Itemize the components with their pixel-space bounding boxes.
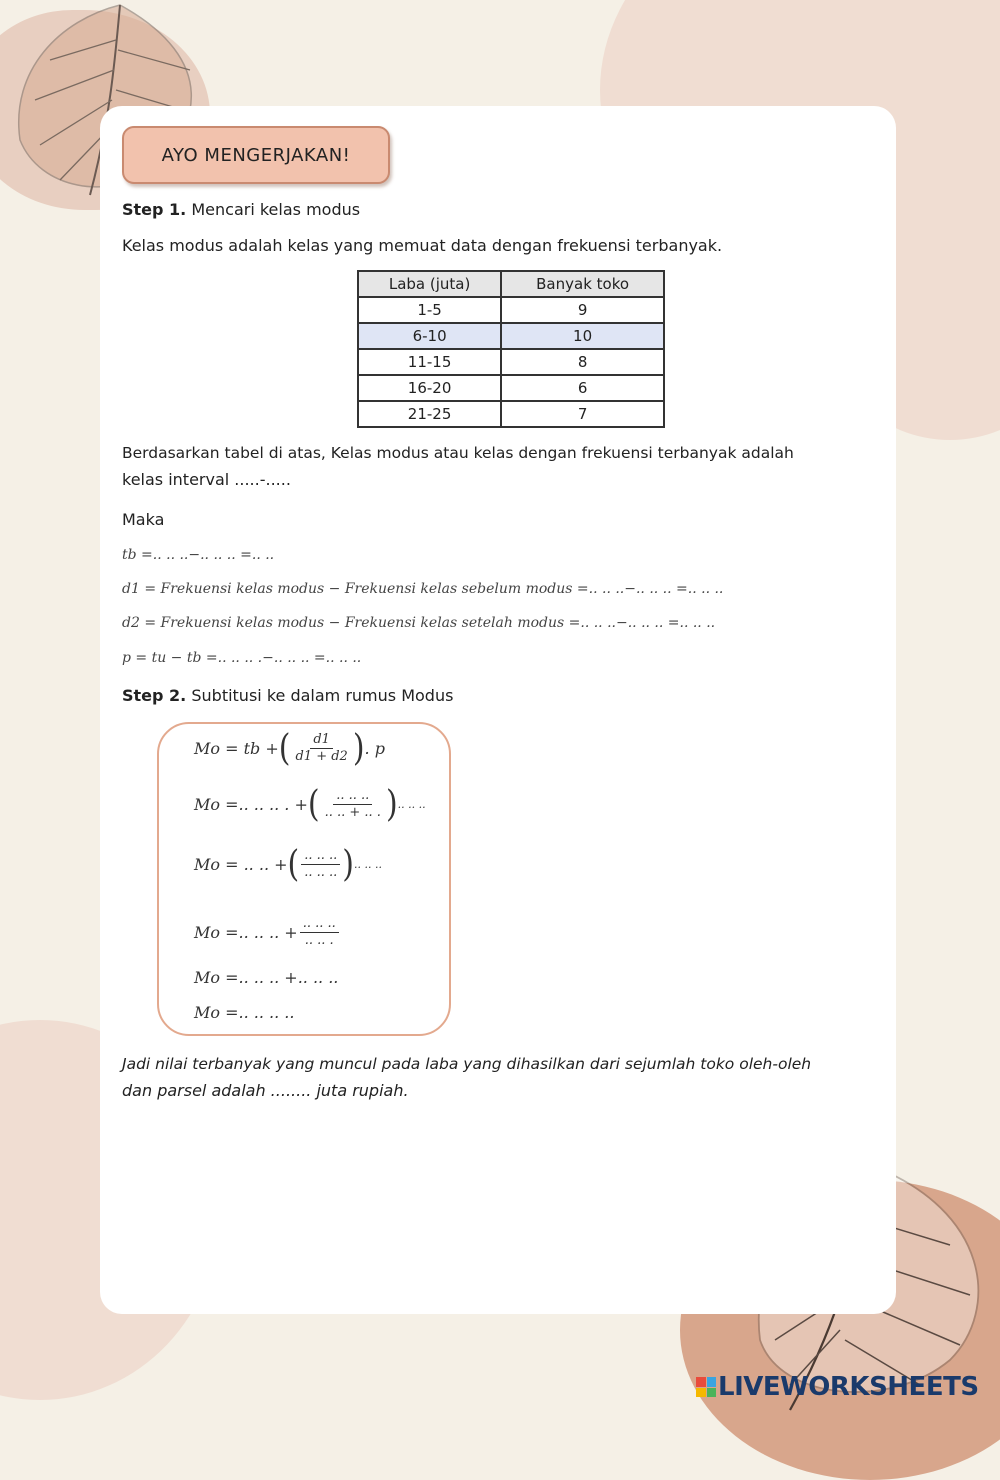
paren-right: ): [385, 782, 398, 825]
final-line2: dan parsel adalah ........ juta rupiah.: [122, 1081, 409, 1100]
table-cell-count: 9: [501, 297, 664, 323]
formula-2-lhs: Mo =.. .. .. . +: [194, 795, 308, 814]
intro-text: Kelas modus adalah kelas yang memuat data dengan frekuensi terbanyak.: [122, 236, 723, 255]
final-line1: Jadi nilai terbanyak yang muncul pada laba yang dihasilkan dari sejumlah toko oleh-oleh: [122, 1055, 812, 1073]
paren-right: ): [352, 726, 365, 769]
formula-3-fraction: [301, 848, 340, 881]
table-cell-range: 21-25: [358, 401, 501, 427]
conclusion-line2: kelas interval .....-.....: [122, 470, 291, 489]
step2-text: Subtitusi ke dalam rumus Modus: [191, 686, 454, 705]
formula-3-tail: .. .. ..: [354, 858, 382, 871]
table-row: [358, 297, 664, 323]
table-cell-count: 6: [501, 375, 664, 401]
banner-title: AYO MENGERJAKAN!: [161, 144, 351, 166]
table-cell-range: 6-10: [358, 323, 501, 349]
paren-left: (: [307, 782, 320, 825]
fraction-numerator: .. .. ..: [300, 916, 339, 933]
liveworksheets-logo[interactable]: [696, 1372, 979, 1402]
formula-line-4: [194, 916, 341, 949]
maka-label: Maka: [122, 510, 165, 529]
fraction-denominator: d1 + d2: [295, 749, 348, 764]
formula-1-fraction: [292, 732, 350, 765]
paren-left: (: [287, 842, 300, 885]
table-header: Laba (juta): [358, 271, 501, 297]
step1-heading: [122, 200, 360, 219]
tb-equation: tb =.. .. ..−.. .. .. =.. ..: [122, 547, 275, 563]
table-cell-count: 7: [501, 401, 664, 427]
formula-line-2: [194, 782, 426, 825]
formula-box: [157, 722, 451, 1036]
table-header: Banyak toko: [501, 271, 664, 297]
formula-1-tail: . p: [364, 739, 385, 758]
formula-2-fraction: [322, 788, 384, 821]
fraction-numerator: d1: [310, 732, 333, 749]
formula-line-5: Mo =.. .. .. +.. .. ..: [194, 968, 339, 987]
formula-line-1: [194, 726, 385, 769]
table-row: [358, 349, 664, 375]
p-equation: p = tu − tb =.. .. .. .−.. .. .. =.. .. ..: [122, 650, 362, 666]
formula-1-lhs: Mo = tb +: [194, 739, 279, 758]
formula-4-fraction: [300, 916, 339, 949]
section-banner: [122, 126, 390, 184]
table-cell-range: 11-15: [358, 349, 501, 375]
fraction-denominator: .. .. .: [304, 933, 334, 948]
formula-line-6: Mo =.. .. .. ..: [194, 1003, 295, 1022]
table-cell-range: 1-5: [358, 297, 501, 323]
fraction-denominator: .. .. + .. .: [324, 805, 381, 820]
formula-line-3: [194, 842, 382, 885]
formula-2-tail: .. .. ..: [397, 798, 426, 811]
table-row: [358, 401, 664, 427]
table-row-highlighted: [358, 323, 664, 349]
d1-equation: d1 = Frekuensi kelas modus − Frekuensi kelas sebelum modus =.. .. ..−.. .. .. =.. .. ..: [122, 581, 724, 597]
logo-mark-icon: [696, 1377, 716, 1397]
formula-3-lhs: Mo = .. .. +: [194, 855, 288, 874]
fraction-numerator: .. .. ..: [333, 788, 372, 805]
table-header-row: [358, 271, 664, 297]
fraction-numerator: .. .. ..: [301, 848, 340, 865]
conclusion-line1: Berdasarkan tabel di atas, Kelas modus atau kelas dengan frekuensi terbanyak adalah: [122, 444, 794, 462]
paren-right: ): [342, 842, 355, 885]
step2-heading: [122, 686, 453, 705]
table-row: [358, 375, 664, 401]
step2-label: Step 2.: [122, 686, 187, 705]
logo-text: LIVEWORKSHEETS: [718, 1372, 979, 1402]
table-cell-range: 16-20: [358, 375, 501, 401]
fraction-denominator: .. .. ..: [304, 865, 338, 880]
formula-4-lhs: Mo =.. .. .. +: [194, 923, 298, 942]
step1-text: Mencari kelas modus: [191, 200, 361, 219]
table-cell-count: 8: [501, 349, 664, 375]
step1-label: Step 1.: [122, 200, 187, 219]
paren-left: (: [278, 726, 291, 769]
d2-equation: d2 = Frekuensi kelas modus − Frekuensi kelas setelah modus =.. .. ..−.. .. .. =.. .. ..: [122, 615, 716, 631]
frequency-table: [357, 270, 665, 428]
table-cell-count: 10: [501, 323, 664, 349]
